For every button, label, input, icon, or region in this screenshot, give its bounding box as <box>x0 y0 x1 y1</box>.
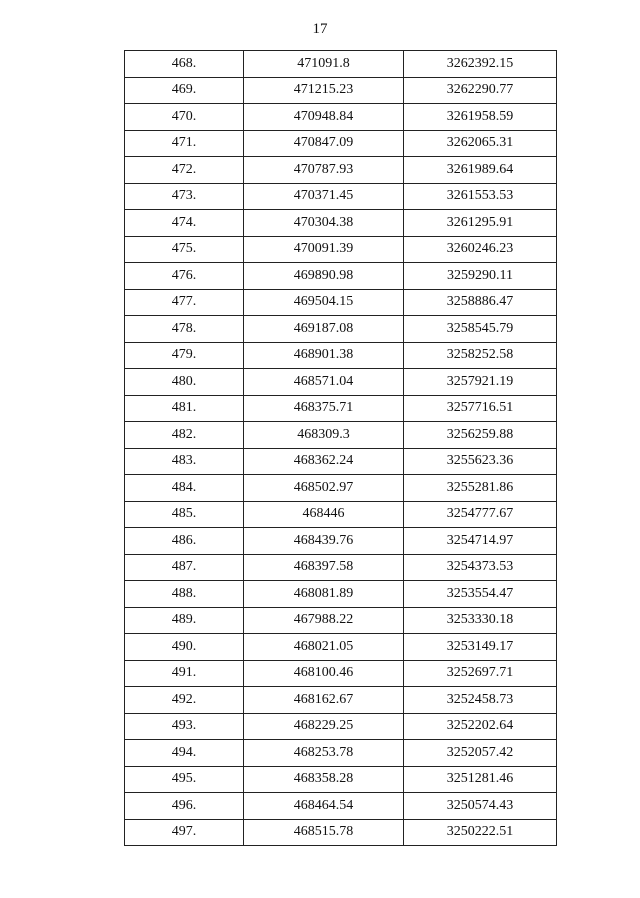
point-number-cell: 486. <box>125 528 244 555</box>
table-row <box>125 422 557 449</box>
point-number-cell: 497. <box>125 819 244 846</box>
y-coordinate-cell: 3255623.36 <box>404 448 557 475</box>
coordinates-table <box>124 50 557 846</box>
table-row <box>125 687 557 714</box>
point-number-cell: 476. <box>125 263 244 290</box>
y-coordinate-cell: 3258545.79 <box>404 316 557 343</box>
y-coordinate-cell: 3254777.67 <box>404 501 557 528</box>
y-coordinate-cell: 3254714.97 <box>404 528 557 555</box>
point-number-cell: 494. <box>125 740 244 767</box>
y-coordinate-cell: 3253330.18 <box>404 607 557 634</box>
x-coordinate-cell: 468081.89 <box>244 581 404 608</box>
table-row <box>125 793 557 820</box>
y-coordinate-cell: 3257921.19 <box>404 369 557 396</box>
table-row <box>125 475 557 502</box>
y-coordinate-cell: 3250222.51 <box>404 819 557 846</box>
x-coordinate-cell: 468446 <box>244 501 404 528</box>
y-coordinate-cell: 3255281.86 <box>404 475 557 502</box>
point-number-cell: 471. <box>125 130 244 157</box>
y-coordinate-cell: 3252458.73 <box>404 687 557 714</box>
table-row <box>125 713 557 740</box>
x-coordinate-cell: 469890.98 <box>244 263 404 290</box>
x-coordinate-cell: 468901.38 <box>244 342 404 369</box>
table-row <box>125 183 557 210</box>
table-row <box>125 528 557 555</box>
table-row <box>125 236 557 263</box>
y-coordinate-cell: 3258252.58 <box>404 342 557 369</box>
page-number: 17 <box>312 21 328 37</box>
y-coordinate-cell: 3262392.15 <box>404 51 557 78</box>
x-coordinate-cell: 468358.28 <box>244 766 404 793</box>
x-coordinate-cell: 469187.08 <box>244 316 404 343</box>
x-coordinate-cell: 468515.78 <box>244 819 404 846</box>
x-coordinate-cell: 468375.71 <box>244 395 404 422</box>
x-coordinate-cell: 468464.54 <box>244 793 404 820</box>
table-row <box>125 634 557 661</box>
point-number-cell: 474. <box>125 210 244 237</box>
x-coordinate-cell: 470787.93 <box>244 157 404 184</box>
point-number-cell: 469. <box>125 77 244 104</box>
table-row <box>125 581 557 608</box>
point-number-cell: 489. <box>125 607 244 634</box>
point-number-cell: 477. <box>125 289 244 316</box>
x-coordinate-cell: 468571.04 <box>244 369 404 396</box>
table-row <box>125 289 557 316</box>
x-coordinate-cell: 467988.22 <box>244 607 404 634</box>
table-row <box>125 819 557 846</box>
table-row <box>125 51 557 78</box>
point-number-cell: 475. <box>125 236 244 263</box>
table-row <box>125 369 557 396</box>
x-coordinate-cell: 468397.58 <box>244 554 404 581</box>
y-coordinate-cell: 3253149.17 <box>404 634 557 661</box>
table-row <box>125 607 557 634</box>
x-coordinate-cell: 468439.76 <box>244 528 404 555</box>
x-coordinate-cell: 468362.24 <box>244 448 404 475</box>
x-coordinate-cell: 470847.09 <box>244 130 404 157</box>
point-number-cell: 491. <box>125 660 244 687</box>
x-coordinate-cell: 470371.45 <box>244 183 404 210</box>
table-row <box>125 395 557 422</box>
table-row <box>125 157 557 184</box>
y-coordinate-cell: 3257716.51 <box>404 395 557 422</box>
y-coordinate-cell: 3253554.47 <box>404 581 557 608</box>
point-number-cell: 490. <box>125 634 244 661</box>
point-number-cell: 483. <box>125 448 244 475</box>
y-coordinate-cell: 3251281.46 <box>404 766 557 793</box>
point-number-cell: 493. <box>125 713 244 740</box>
table-row <box>125 316 557 343</box>
table-row <box>125 342 557 369</box>
x-coordinate-cell: 470091.39 <box>244 236 404 263</box>
x-coordinate-cell: 470304.38 <box>244 210 404 237</box>
point-number-cell: 482. <box>125 422 244 449</box>
point-number-cell: 470. <box>125 104 244 131</box>
y-coordinate-cell: 3254373.53 <box>404 554 557 581</box>
x-coordinate-cell: 471091.8 <box>244 51 404 78</box>
table-row <box>125 740 557 767</box>
point-number-cell: 487. <box>125 554 244 581</box>
y-coordinate-cell: 3261958.59 <box>404 104 557 131</box>
y-coordinate-cell: 3262290.77 <box>404 77 557 104</box>
point-number-cell: 488. <box>125 581 244 608</box>
point-number-cell: 468. <box>125 51 244 78</box>
point-number-cell: 480. <box>125 369 244 396</box>
x-coordinate-cell: 468162.67 <box>244 687 404 714</box>
y-coordinate-cell: 3259290.11 <box>404 263 557 290</box>
table-row <box>125 104 557 131</box>
x-coordinate-cell: 468309.3 <box>244 422 404 449</box>
y-coordinate-cell: 3252697.71 <box>404 660 557 687</box>
point-number-cell: 492. <box>125 687 244 714</box>
table-row <box>125 501 557 528</box>
table-row <box>125 660 557 687</box>
y-coordinate-cell: 3261553.53 <box>404 183 557 210</box>
table-row <box>125 448 557 475</box>
point-number-cell: 484. <box>125 475 244 502</box>
y-coordinate-cell: 3256259.88 <box>404 422 557 449</box>
x-coordinate-cell: 468021.05 <box>244 634 404 661</box>
y-coordinate-cell: 3260246.23 <box>404 236 557 263</box>
y-coordinate-cell: 3261989.64 <box>404 157 557 184</box>
x-coordinate-cell: 468502.97 <box>244 475 404 502</box>
y-coordinate-cell: 3252057.42 <box>404 740 557 767</box>
point-number-cell: 485. <box>125 501 244 528</box>
x-coordinate-cell: 470948.84 <box>244 104 404 131</box>
x-coordinate-cell: 469504.15 <box>244 289 404 316</box>
x-coordinate-cell: 468229.25 <box>244 713 404 740</box>
point-number-cell: 478. <box>125 316 244 343</box>
y-coordinate-cell: 3258886.47 <box>404 289 557 316</box>
point-number-cell: 495. <box>125 766 244 793</box>
table-row <box>125 554 557 581</box>
table-row <box>125 263 557 290</box>
table-row <box>125 77 557 104</box>
point-number-cell: 473. <box>125 183 244 210</box>
y-coordinate-cell: 3261295.91 <box>404 210 557 237</box>
table-row <box>125 766 557 793</box>
table-row <box>125 210 557 237</box>
y-coordinate-cell: 3252202.64 <box>404 713 557 740</box>
coordinates-table-body <box>125 51 557 846</box>
point-number-cell: 479. <box>125 342 244 369</box>
x-coordinate-cell: 468253.78 <box>244 740 404 767</box>
table-row <box>125 130 557 157</box>
point-number-cell: 496. <box>125 793 244 820</box>
point-number-cell: 481. <box>125 395 244 422</box>
y-coordinate-cell: 3250574.43 <box>404 793 557 820</box>
y-coordinate-cell: 3262065.31 <box>404 130 557 157</box>
point-number-cell: 472. <box>125 157 244 184</box>
x-coordinate-cell: 471215.23 <box>244 77 404 104</box>
x-coordinate-cell: 468100.46 <box>244 660 404 687</box>
